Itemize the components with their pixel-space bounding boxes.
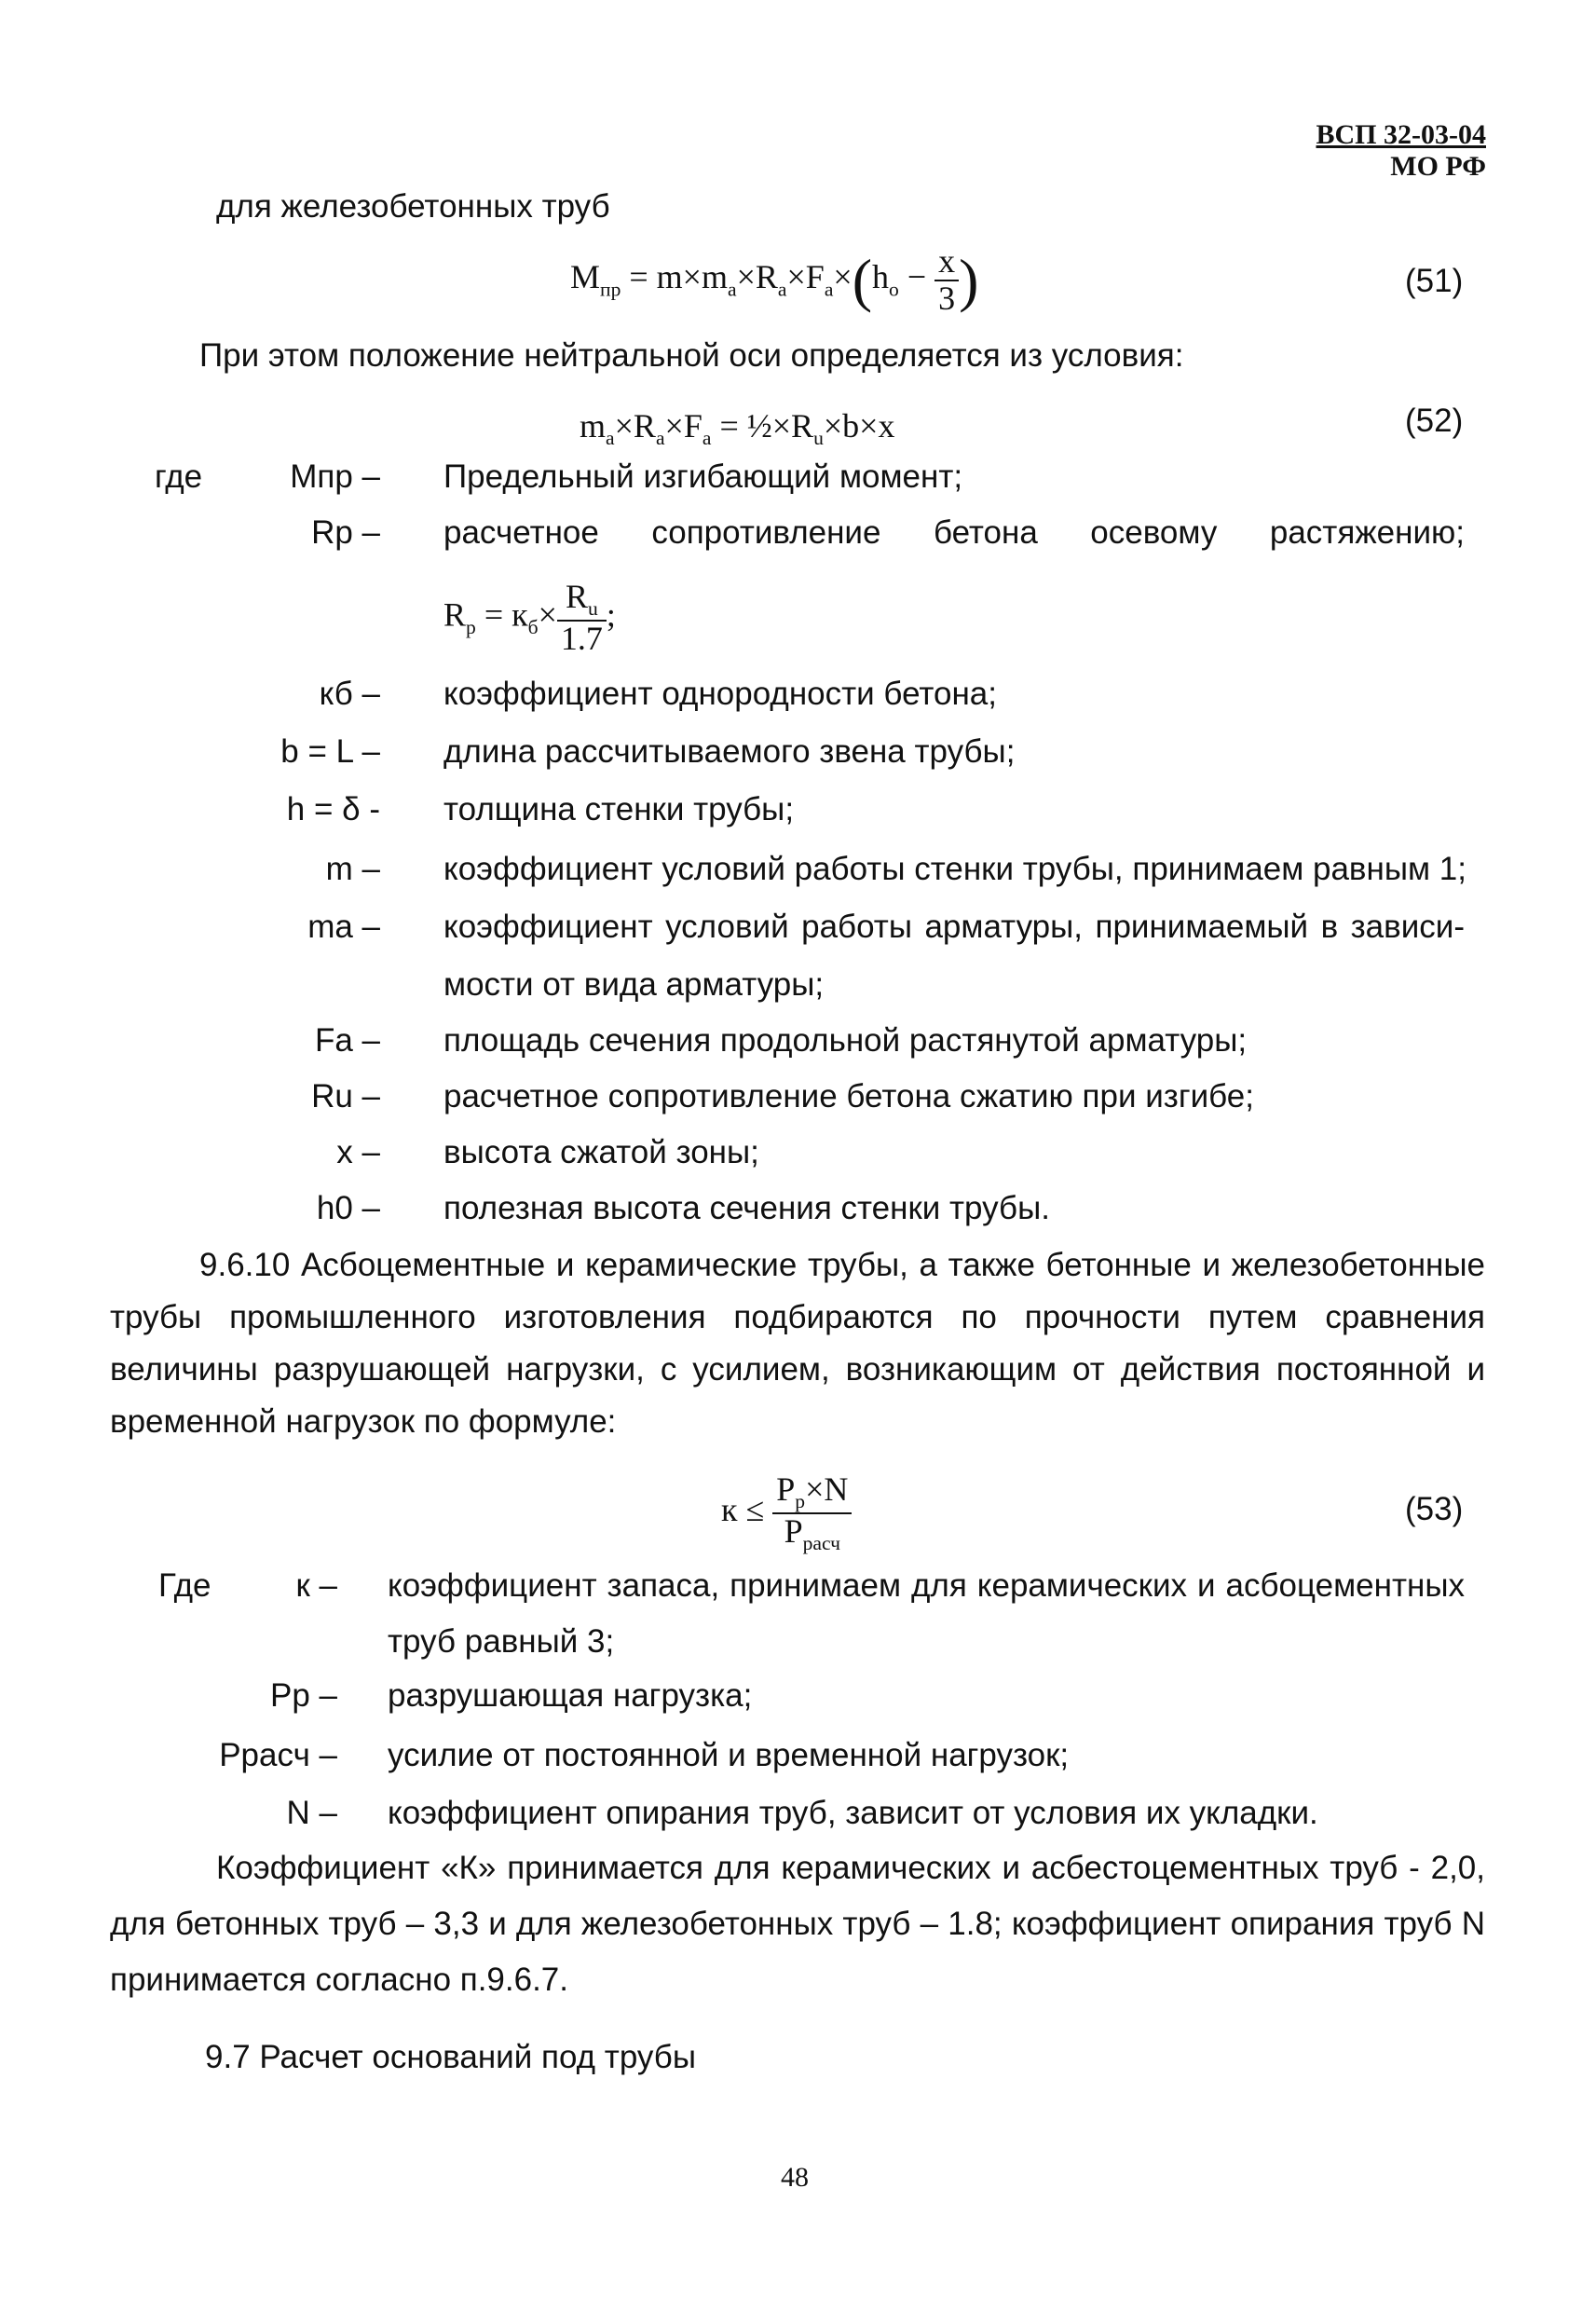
equation-number-52: (52) — [1405, 403, 1464, 439]
def-text: площадь сечения продольной растянутой арматуры; — [443, 1022, 1248, 1059]
equation-number-51: (51) — [1405, 263, 1464, 299]
formula-rp: $R_р = к_б\times$ $\frac{R_u}{1.7}$ ; — [443, 578, 616, 657]
where-label: где — [155, 458, 203, 495]
intro-line: для железобетонных труб — [216, 188, 610, 225]
def-text: расчетное сопротивление бетона сжатию при изгибе; — [443, 1078, 1254, 1114]
def-symbol: Pрасч – — [219, 1737, 337, 1773]
formula-51: $M_{пр} = m\times m_а\times R_а\times F_а\times(h_о$ − $\frac{x}{3}$ ) — [570, 242, 979, 317]
def-symbol: x – — [336, 1134, 380, 1170]
def-text: коэффициент запаса, принимаем для керамических и асбоцементных — [388, 1567, 1465, 1604]
formula-52: $m_а\times R_а\times F_а$ = $\frac{1}{2}\times R_u\times b\times x$ — [580, 407, 895, 450]
def-text: мости от вида арматуры; — [443, 966, 825, 1003]
def-symbol: N – — [286, 1795, 337, 1831]
def-text: коэффициент опирания труб, зависит от условия их укладки. — [388, 1795, 1318, 1831]
document-org: МО РФ — [1390, 151, 1486, 182]
page-number: 48 — [781, 2162, 809, 2193]
def-symbol: m – — [325, 851, 380, 887]
where-label: Где — [158, 1567, 211, 1604]
def-text: высота сжатой зоны; — [443, 1134, 759, 1170]
paragraph-coefficient: Коэффициент «К» принимается для керамических и асбестоцементных труб - 2,0, для бетонных труб – 3,3 и для железобетонных труб – 1.8; коэффициент опирания труб N принимается согласно п.9.6.7. — [110, 1850, 1485, 1998]
def-text: разрушающая нагрузка; — [388, 1677, 753, 1714]
def-symbol: mа – — [307, 909, 380, 945]
section-title: 9.7 Расчет оснований под трубы — [205, 2039, 696, 2075]
def-symbol: b = L – — [280, 733, 380, 770]
def-symbol: Pр – — [270, 1677, 337, 1714]
condition-line: При этом положение нейтральной оси определяется из условия: — [199, 337, 1184, 374]
def-symbol: Fа – — [314, 1022, 380, 1059]
def-text: толщина стенки трубы; — [443, 791, 795, 827]
def-symbol: Mпр – — [290, 458, 380, 495]
def-text: длина рассчитываемого звена трубы; — [443, 733, 1016, 770]
equation-number-53: (53) — [1405, 1491, 1464, 1527]
document-code: ВСП 32-03-04 — [1316, 119, 1486, 150]
def-symbol: кб – — [319, 676, 380, 712]
def-text: коэффициент однородности бетона; — [443, 676, 997, 712]
def-text: расчетное сопротивление бетона осевому растяжению; — [443, 514, 1465, 551]
def-symbol: Rр – — [311, 514, 380, 551]
def-text: Предельный изгибающий момент; — [443, 458, 963, 495]
paragraph-9-6-10: 9.6.10 Асбоцементные и керамические трубы, а также бетонные и железобетонные трубы промышленного изготовления подбираются по прочности путем сравнения величины разрушающей нагрузки, с усилием, возникающим от действия постоянной и временной нагрузок по формуле: — [110, 1247, 1485, 1440]
def-symbol: h = δ - — [286, 791, 380, 827]
def-symbol: h0 – — [316, 1190, 380, 1226]
formula-53: к ≤ $\frac{P_р\times N}{P_{расч}}$ — [721, 1472, 852, 1554]
def-text: усилие от постоянной и временной нагрузок; — [388, 1737, 1070, 1773]
def-text: полезная высота сечения стенки трубы. — [443, 1190, 1050, 1226]
def-text: коэффициент условий работы стенки трубы, принимаем равным 1; — [443, 851, 1466, 887]
def-text: труб равный 3; — [388, 1623, 615, 1660]
def-symbol: к – — [295, 1567, 337, 1604]
def-text: коэффициент условий работы арматуры, принимаемый в зависи- — [443, 909, 1465, 945]
def-symbol: Ru – — [311, 1078, 380, 1114]
